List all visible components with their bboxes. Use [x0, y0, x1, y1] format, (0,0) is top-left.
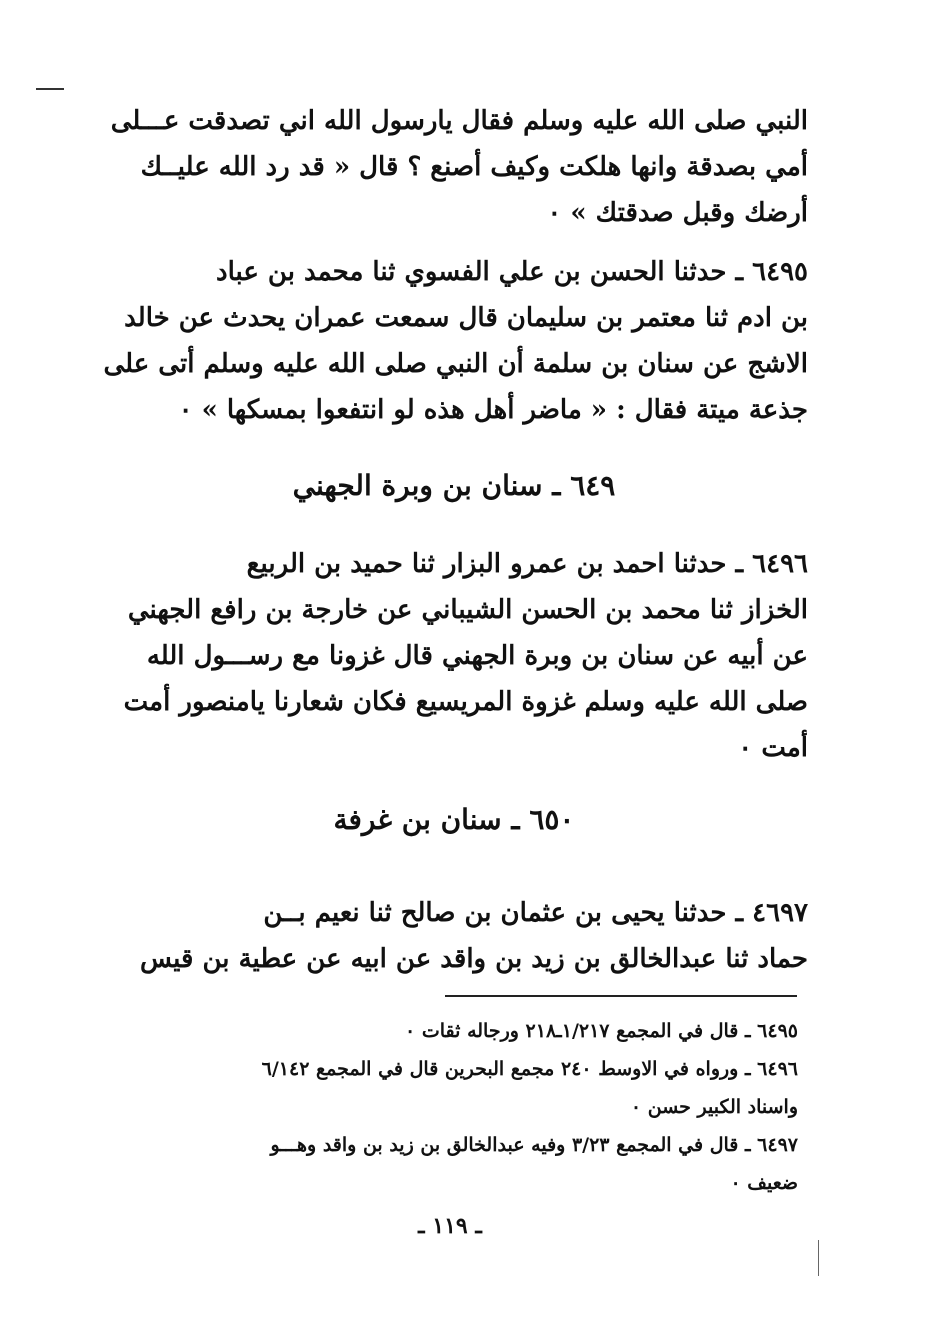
footnotes: [96, 1012, 798, 1202]
text-line: بن ادم ثنا معتمر بن سليمان قال سمعت عمران يحدث عن خالد: [124, 303, 808, 333]
text-line: الخزاز ثنا محمد بن الحسن الشيباني عن خارجة بن رافع الجهني: [127, 595, 808, 625]
footnote-line: ضعيف ٠: [730, 1172, 798, 1194]
hadith-6495: [100, 249, 808, 433]
footnote-line: واسناد الكبير حسن ٠: [630, 1096, 798, 1118]
scan-margin-line: [818, 1240, 819, 1276]
hadith-6497: [100, 890, 808, 982]
text-line: جذعة ميتة فقال : « ماضر أهل هذه لو انتفعوا بمسكها » ٠: [178, 395, 808, 425]
hadith-6496: [100, 541, 808, 771]
section-heading-649: ٦٤٩ ـ سنان بن وبرة الجهني: [292, 469, 616, 502]
text-line: أمي بصدقة وانها هلكت وكيف أصنع ؟ قال « قد رد الله عليــك: [140, 152, 808, 182]
footnote-separator: [445, 995, 797, 997]
section-heading-650: ٦٥٠ ـ سنان بن غرفة: [333, 803, 575, 836]
margin-mark: [36, 88, 64, 90]
text-line: ٦٤٩٦ ـ حدثنا احمد بن عمرو البزار ثنا حميد بن الربيع: [246, 549, 808, 579]
text-line: حماد ثنا عبدالخالق بن زيد بن واقد عن ابيه عن عطية بن قيس: [140, 944, 808, 974]
footnote-line: ٦٤٩٧ ـ قال في المجمع ٣/٢٣ وفيه عبدالخالق بن زيد بن واقد وهـــو: [270, 1134, 798, 1156]
paragraph-continuation: [100, 98, 808, 236]
text-line: أرضك وقبل صدقتك » ٠: [547, 198, 808, 228]
page-number: ـ ١١٩ ـ: [418, 1213, 482, 1239]
text-line: ٦٤٩٥ ـ حدثنا الحسن بن علي الفسوي ثنا محمد بن عباد: [215, 257, 808, 287]
text-line: أمت ٠: [738, 733, 808, 763]
text-line: الاشج عن سنان بن سلمة أن النبي صلى الله عليه وسلم أتى على: [103, 349, 808, 379]
text-line: صلى الله عليه وسلم غزوة المريسيع فكان شعارنا يامنصور أمت: [123, 687, 808, 717]
text-line: ٤٦٩٧ ـ حدثنا يحيى بن عثمان بن صالح ثنا نعيم بــن: [263, 898, 808, 928]
footnote-line: ٦٤٩٥ ـ قال في المجمع ١/٢١٧ـ٢١٨ ورجاله ثقات ٠: [405, 1020, 798, 1042]
footnote-line: ٦٤٩٦ ـ ورواه في الاوسط ٢٤٠ مجمع البحرين قال في المجمع ٦/١٤٢: [261, 1058, 798, 1080]
text-line: عن أبيه عن سنان بن وبرة الجهني قال غزونا مع رســـول الله: [146, 641, 808, 671]
text-line: النبي صلى الله عليه وسلم فقال يارسول الله اني تصدقت عـــلى: [110, 106, 808, 136]
